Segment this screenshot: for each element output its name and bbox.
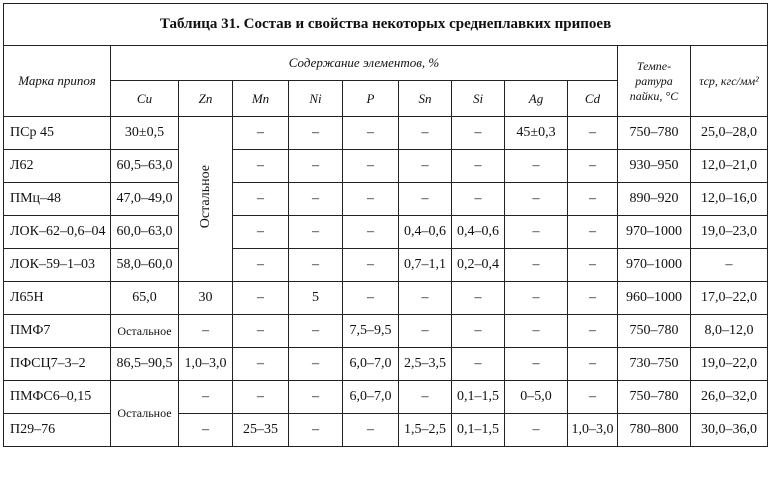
cell-name: ПФСЦ7–3–2 bbox=[4, 348, 111, 381]
cell-sn: – bbox=[399, 150, 452, 183]
cell-cd: 1,0–3,0 bbox=[568, 414, 618, 447]
cell-cd: – bbox=[568, 282, 618, 315]
cell-sn: – bbox=[399, 183, 452, 216]
cell-p: – bbox=[343, 282, 399, 315]
cell-ni: – bbox=[289, 348, 343, 381]
cell-si: – bbox=[452, 315, 505, 348]
cell-si: – bbox=[452, 117, 505, 150]
cell-tau: 12,0–16,0 bbox=[691, 183, 768, 216]
cell-si: – bbox=[452, 282, 505, 315]
header-tau: τср, кгс/мм² bbox=[691, 46, 768, 117]
cell-cd: – bbox=[568, 150, 618, 183]
cell-cu: 30±0,5 bbox=[111, 117, 179, 150]
cell-ag: – bbox=[505, 249, 568, 282]
cell-mn: 25–35 bbox=[233, 414, 289, 447]
header-cu: Cu bbox=[111, 81, 179, 117]
cell-temp: 930–950 bbox=[618, 150, 691, 183]
table-title: Таблица 31. Состав и свойства некоторых среднеплавких припоев bbox=[4, 4, 768, 46]
cell-ag: – bbox=[505, 414, 568, 447]
cell-ag: – bbox=[505, 183, 568, 216]
cell-cd: – bbox=[568, 216, 618, 249]
cell-sn: – bbox=[399, 381, 452, 414]
cell-temp: 970–1000 bbox=[618, 249, 691, 282]
header-ag: Ag bbox=[505, 81, 568, 117]
cell-p: 6,0–7,0 bbox=[343, 348, 399, 381]
cell-p: – bbox=[343, 414, 399, 447]
table-row bbox=[4, 381, 768, 414]
table-row bbox=[4, 183, 768, 216]
cell-cd: – bbox=[568, 348, 618, 381]
cell-name: Л65Н bbox=[4, 282, 111, 315]
header-sn: Sn bbox=[399, 81, 452, 117]
table-row bbox=[4, 216, 768, 249]
cell-mn: – bbox=[233, 216, 289, 249]
cell-name: ЛОК–62–0,6–04 bbox=[4, 216, 111, 249]
cell-ni: – bbox=[289, 216, 343, 249]
cell-tau: 25,0–28,0 bbox=[691, 117, 768, 150]
header-cd: Cd bbox=[568, 81, 618, 117]
cell-name: ПМФС6–0,15 bbox=[4, 381, 111, 414]
header-brand: Марка припоя bbox=[4, 46, 111, 117]
cell-sn: 1,5–2,5 bbox=[399, 414, 452, 447]
cell-name: ПМФ7 bbox=[4, 315, 111, 348]
cell-sn: – bbox=[399, 282, 452, 315]
header-temp: Темпе-ратура пайки, °С bbox=[618, 46, 691, 117]
cell-cu: 47,0–49,0 bbox=[111, 183, 179, 216]
cell-sn: – bbox=[399, 117, 452, 150]
cell-temp: 750–780 bbox=[618, 117, 691, 150]
table-row bbox=[4, 282, 768, 315]
table-page bbox=[3, 3, 759, 488]
cell-sn: 0,4–0,6 bbox=[399, 216, 452, 249]
cell-name: ЛОК–59–1–03 bbox=[4, 249, 111, 282]
cell-mn: – bbox=[233, 381, 289, 414]
zn-merged-text: Остальное bbox=[197, 164, 213, 229]
cell-zn: – bbox=[179, 315, 233, 348]
cell-mn: – bbox=[233, 249, 289, 282]
cell-ag: 0–5,0 bbox=[505, 381, 568, 414]
cell-p: – bbox=[343, 249, 399, 282]
cell-p: – bbox=[343, 117, 399, 150]
cell-ni: – bbox=[289, 249, 343, 282]
cell-tau: 26,0–32,0 bbox=[691, 381, 768, 414]
header-zn: Zn bbox=[179, 81, 233, 117]
cell-cu: 58,0–60,0 bbox=[111, 249, 179, 282]
cell-ag: – bbox=[505, 315, 568, 348]
table-row bbox=[4, 249, 768, 282]
cell-tau: 12,0–21,0 bbox=[691, 150, 768, 183]
cell-sn: 2,5–3,5 bbox=[399, 348, 452, 381]
cell-mn: – bbox=[233, 282, 289, 315]
header-mn: Mn bbox=[233, 81, 289, 117]
header-p: P bbox=[343, 81, 399, 117]
cell-ni: – bbox=[289, 117, 343, 150]
cell-cd: – bbox=[568, 249, 618, 282]
cell-cu-merged: Остальное bbox=[111, 381, 179, 447]
cell-tau: 17,0–22,0 bbox=[691, 282, 768, 315]
cell-cu: 60,0–63,0 bbox=[111, 216, 179, 249]
cell-ni: – bbox=[289, 183, 343, 216]
cell-tau: 30,0–36,0 bbox=[691, 414, 768, 447]
solder-table bbox=[3, 3, 768, 447]
cell-cu: Остальное bbox=[111, 315, 179, 348]
cell-si: – bbox=[452, 348, 505, 381]
cell-ag: – bbox=[505, 150, 568, 183]
cell-cd: – bbox=[568, 117, 618, 150]
cell-zn: 1,0–3,0 bbox=[179, 348, 233, 381]
cell-cd: – bbox=[568, 183, 618, 216]
table-row bbox=[4, 315, 768, 348]
cell-cd: – bbox=[568, 381, 618, 414]
cell-p: 7,5–9,5 bbox=[343, 315, 399, 348]
cell-si: 0,1–1,5 bbox=[452, 414, 505, 447]
cell-cd: – bbox=[568, 315, 618, 348]
cell-p: – bbox=[343, 216, 399, 249]
cell-cu: 65,0 bbox=[111, 282, 179, 315]
cell-temp: 780–800 bbox=[618, 414, 691, 447]
cell-ag: – bbox=[505, 216, 568, 249]
cell-name: Л62 bbox=[4, 150, 111, 183]
cell-temp: 750–780 bbox=[618, 381, 691, 414]
cell-ag: – bbox=[505, 348, 568, 381]
cell-zn: – bbox=[179, 381, 233, 414]
cell-si: 0,1–1,5 bbox=[452, 381, 505, 414]
cell-sn: 0,7–1,1 bbox=[399, 249, 452, 282]
cell-tau: – bbox=[691, 249, 768, 282]
cell-sn: – bbox=[399, 315, 452, 348]
cell-name: ПМц–48 bbox=[4, 183, 111, 216]
cell-tau: 19,0–23,0 bbox=[691, 216, 768, 249]
cell-mn: – bbox=[233, 150, 289, 183]
cell-ni: 5 bbox=[289, 282, 343, 315]
cell-ni: – bbox=[289, 381, 343, 414]
header-si: Si bbox=[452, 81, 505, 117]
cell-tau: 19,0–22,0 bbox=[691, 348, 768, 381]
cell-zn: 30 bbox=[179, 282, 233, 315]
cell-mn: – bbox=[233, 117, 289, 150]
cell-temp: 970–1000 bbox=[618, 216, 691, 249]
cell-ni: – bbox=[289, 150, 343, 183]
cell-ni: – bbox=[289, 315, 343, 348]
cell-si: 0,2–0,4 bbox=[452, 249, 505, 282]
cell-ag: 45±0,3 bbox=[505, 117, 568, 150]
cell-si: – bbox=[452, 183, 505, 216]
cell-name: П29–76 bbox=[4, 414, 111, 447]
cell-p: – bbox=[343, 183, 399, 216]
cell-temp: 960–1000 bbox=[618, 282, 691, 315]
table-row bbox=[4, 117, 768, 150]
cell-p: 6,0–7,0 bbox=[343, 381, 399, 414]
cell-mn: – bbox=[233, 183, 289, 216]
cell-si: 0,4–0,6 bbox=[452, 216, 505, 249]
cell-temp: 750–780 bbox=[618, 315, 691, 348]
cell-temp: 890–920 bbox=[618, 183, 691, 216]
table-row bbox=[4, 150, 768, 183]
cell-ag: – bbox=[505, 282, 568, 315]
cell-si: – bbox=[452, 150, 505, 183]
cell-zn: – bbox=[179, 414, 233, 447]
cell-ni: – bbox=[289, 414, 343, 447]
cell-mn: – bbox=[233, 315, 289, 348]
cell-tau: 8,0–12,0 bbox=[691, 315, 768, 348]
cell-p: – bbox=[343, 150, 399, 183]
cell-temp: 730–750 bbox=[618, 348, 691, 381]
cell-cu: 86,5–90,5 bbox=[111, 348, 179, 381]
cell-cu: 60,5–63,0 bbox=[111, 150, 179, 183]
table-row bbox=[4, 348, 768, 381]
header-content: Содержание элементов, % bbox=[111, 46, 618, 81]
cell-zn-merged bbox=[179, 117, 233, 282]
cell-name: ПСр 45 bbox=[4, 117, 111, 150]
header-ni: Ni bbox=[289, 81, 343, 117]
cell-mn: – bbox=[233, 348, 289, 381]
